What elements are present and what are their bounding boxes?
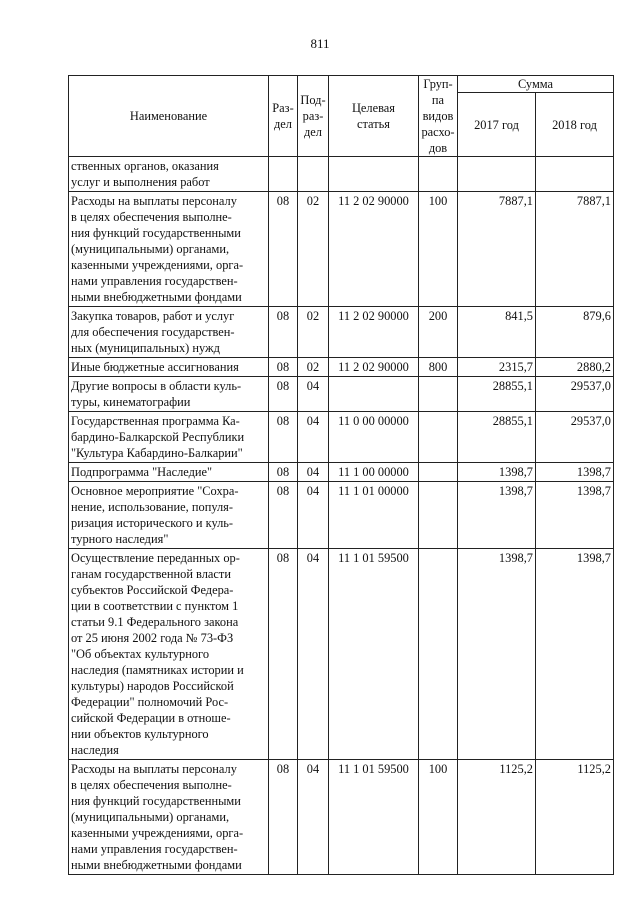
row-group xyxy=(419,157,458,192)
row-section: 08 xyxy=(269,463,298,482)
row-name: ственных органов, оказания услуг и выполнения работ xyxy=(69,157,269,192)
header-year-2017: 2017 год xyxy=(458,93,536,157)
row-target xyxy=(329,377,419,412)
row-amount-2018: 879,6 xyxy=(536,307,614,358)
table-row xyxy=(69,412,614,463)
row-target: 11 2 02 90000 xyxy=(329,358,419,377)
row-target: 11 1 01 00000 xyxy=(329,482,419,549)
row-amount-2018: 29537,0 xyxy=(536,377,614,412)
row-group xyxy=(419,377,458,412)
row-section: 08 xyxy=(269,482,298,549)
row-amount-2017: 28855,1 xyxy=(458,412,536,463)
row-target: 11 2 02 90000 xyxy=(329,192,419,307)
header-row xyxy=(69,76,614,93)
row-target: 11 1 01 59500 xyxy=(329,760,419,875)
header-section: Раз- дел xyxy=(269,76,298,157)
row-subsection: 04 xyxy=(298,482,329,549)
row-name: Подпрограмма "Наследие" xyxy=(69,463,269,482)
budget-table xyxy=(68,75,614,875)
row-target: 11 2 02 90000 xyxy=(329,307,419,358)
table-row xyxy=(69,307,614,358)
header-sum: Сумма xyxy=(458,76,614,93)
row-subsection xyxy=(298,157,329,192)
table-row xyxy=(69,482,614,549)
row-subsection: 04 xyxy=(298,549,329,760)
table-row xyxy=(69,157,614,192)
row-name: Основное мероприятие "Сохра- нение, использование, популя- ризация исторического и куль- турного наследия" xyxy=(69,482,269,549)
row-name: Расходы на выплаты персоналу в целях обеспечения выполне- ния функций государственными (муниципальными) органами, казенными учреждениями, орга- нами управления государствен- ными внебюджетными фондами xyxy=(69,760,269,875)
row-section: 08 xyxy=(269,307,298,358)
row-amount-2018: 1398,7 xyxy=(536,482,614,549)
row-section: 08 xyxy=(269,760,298,875)
row-amount-2018: 1125,2 xyxy=(536,760,614,875)
row-target: 11 1 00 00000 xyxy=(329,463,419,482)
row-subsection: 04 xyxy=(298,760,329,875)
row-subsection: 02 xyxy=(298,307,329,358)
row-amount-2017 xyxy=(458,157,536,192)
row-amount-2017: 1398,7 xyxy=(458,463,536,482)
row-group: 200 xyxy=(419,307,458,358)
table-body xyxy=(69,157,614,875)
row-amount-2018: 1398,7 xyxy=(536,463,614,482)
page-number: 811 xyxy=(310,36,330,51)
row-section: 08 xyxy=(269,412,298,463)
row-group xyxy=(419,482,458,549)
row-amount-2018 xyxy=(536,157,614,192)
row-name: Закупка товаров, работ и услуг для обеспечения государствен- ных (муниципальных) нужд xyxy=(69,307,269,358)
table-row xyxy=(69,358,614,377)
row-group: 100 xyxy=(419,192,458,307)
row-name: Государственная программа Ка- бардино-Балкарской Республики "Культура Кабардино-Балкарии" xyxy=(69,412,269,463)
row-amount-2017: 2315,7 xyxy=(458,358,536,377)
table-row xyxy=(69,463,614,482)
row-group xyxy=(419,463,458,482)
table-row xyxy=(69,377,614,412)
header-name: Наименование xyxy=(69,76,269,157)
table-row xyxy=(69,192,614,307)
row-target: 11 1 01 59500 xyxy=(329,549,419,760)
row-amount-2017: 1398,7 xyxy=(458,482,536,549)
row-target xyxy=(329,157,419,192)
row-section: 08 xyxy=(269,377,298,412)
row-group xyxy=(419,549,458,760)
row-amount-2017: 841,5 xyxy=(458,307,536,358)
row-amount-2017: 28855,1 xyxy=(458,377,536,412)
row-subsection: 04 xyxy=(298,463,329,482)
row-name: Другие вопросы в области куль- туры, кинематографии xyxy=(69,377,269,412)
table-row xyxy=(69,760,614,875)
header-group: Груп- па видов расхо- дов xyxy=(419,76,458,157)
row-amount-2017: 1398,7 xyxy=(458,549,536,760)
row-subsection: 02 xyxy=(298,358,329,377)
row-section: 08 xyxy=(269,358,298,377)
header-target: Целевая статья xyxy=(329,76,419,157)
row-amount-2017: 7887,1 xyxy=(458,192,536,307)
row-section: 08 xyxy=(269,549,298,760)
row-target: 11 0 00 00000 xyxy=(329,412,419,463)
row-name: Осуществление переданных ор- ганам государственной власти субъектов Российской Федера- ции в соответствии с пунктом 1 статьи 9.1 Федерального закона от 25 июня 2002 года № 73-ФЗ "Об объектах культурного наследия (памятниках истории и культуры) народов Российской Федерации" полномочий Рос- сийской Федерации в отноше- нии объектов культурного наследия xyxy=(69,549,269,760)
row-section: 08 xyxy=(269,192,298,307)
header-year-2018: 2018 год xyxy=(536,93,614,157)
row-section xyxy=(269,157,298,192)
row-name: Расходы на выплаты персоналу в целях обеспечения выполне- ния функций государственными (муниципальными) органами, казенными учреждениями, орга- нами управления государствен- ными внебюджетными фондами xyxy=(69,192,269,307)
row-amount-2018: 29537,0 xyxy=(536,412,614,463)
row-group: 800 xyxy=(419,358,458,377)
row-amount-2018: 7887,1 xyxy=(536,192,614,307)
row-subsection: 02 xyxy=(298,192,329,307)
table-row xyxy=(69,549,614,760)
row-amount-2017: 1125,2 xyxy=(458,760,536,875)
row-subsection: 04 xyxy=(298,412,329,463)
row-amount-2018: 2880,2 xyxy=(536,358,614,377)
row-group xyxy=(419,412,458,463)
row-amount-2018: 1398,7 xyxy=(536,549,614,760)
header-subsection: Под- раз- дел xyxy=(298,76,329,157)
row-subsection: 04 xyxy=(298,377,329,412)
row-group: 100 xyxy=(419,760,458,875)
row-name: Иные бюджетные ассигнования xyxy=(69,358,269,377)
